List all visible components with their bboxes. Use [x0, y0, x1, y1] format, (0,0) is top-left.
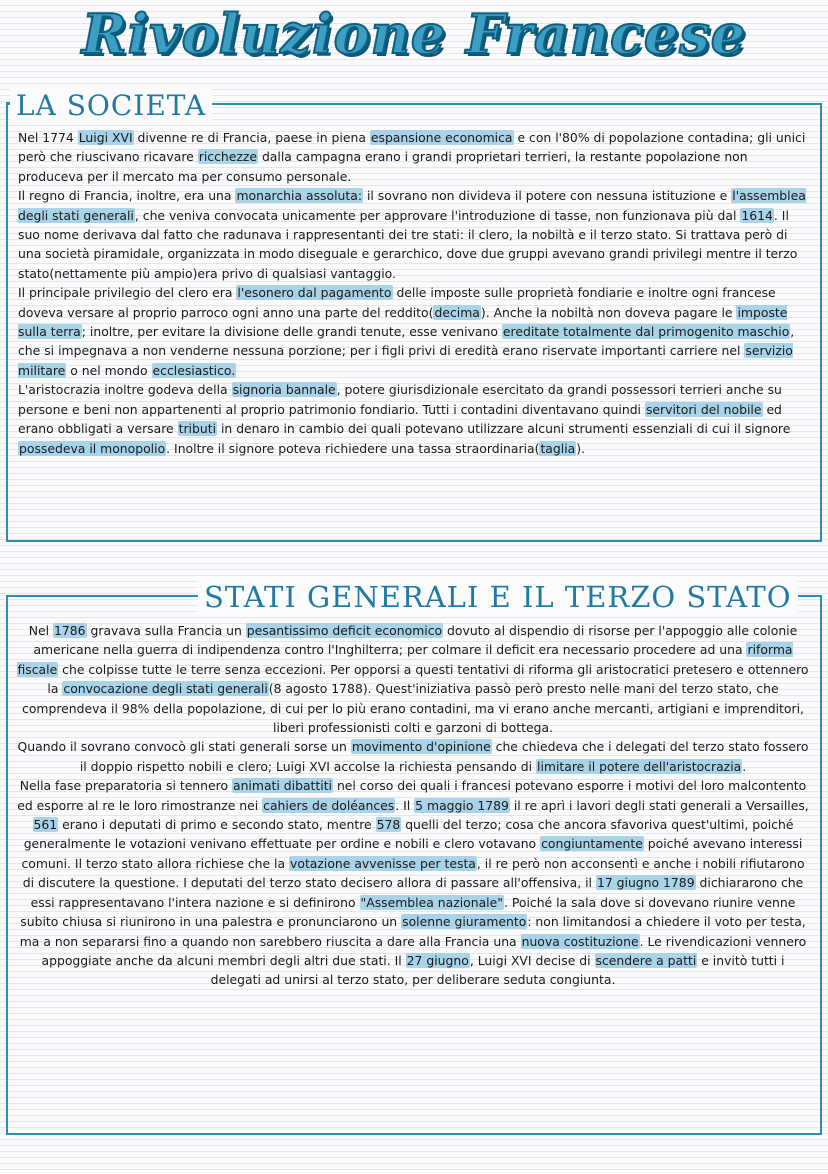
- text-run: delle imposte sulle proprietà fondiarie e inoltre ogni francese doveva versare al proprio parroco ogni anno una parte del reddito(: [18, 285, 776, 320]
- text-run: Nel 1774: [18, 130, 78, 145]
- highlighted-term: limitare il potere dell'aristocrazia: [537, 758, 742, 774]
- text-run: poiché avevano interessi comuni. Il terzo stato allora richiese che la: [21, 836, 803, 871]
- paragraph: [18, 186, 808, 283]
- text-run: L'aristocrazia inoltre godeva della: [18, 382, 232, 398]
- text-run: Nel: [28, 623, 54, 638]
- text-run: il sovrano non divideva il potere con nessuna istituzione e: [363, 188, 732, 204]
- highlighted-term: convocazione degli stati generali: [63, 681, 268, 697]
- highlighted-term: ricchezze: [198, 149, 257, 165]
- text-run: Nella fase preparatoria si tennero: [19, 778, 232, 794]
- text-run: e invitò tutti i delegati ad unirsi al terzo stato, per deliberare seduta congiunta.: [210, 952, 785, 988]
- section-society-heading: LA SOCIETA: [10, 89, 212, 122]
- highlighted-term: 1614: [741, 207, 773, 223]
- text-run: . Poiché la sala dove si dovevano riunire venne subito chiusa si riunirono in una palestra e pronunciarono un: [20, 894, 796, 930]
- text-run: che chiedeva che i delegati del terzo stato fossero il doppio rispetto nobili e clero; Luigi XVI accolse la richiesta pensando di: [79, 739, 809, 774]
- highlighted-term: riforma fiscale: [17, 642, 793, 677]
- highlighted-term: 5 maggio 1789: [415, 797, 509, 813]
- highlighted-term: ecclesiastico.: [152, 362, 236, 378]
- text-run: e con l'80% di popolazione contadina; gli unici però che riuscivano ricavare: [18, 130, 806, 165]
- highlighted-term: l'esonero dal pagamento: [237, 285, 392, 301]
- highlighted-term: 561: [33, 817, 58, 833]
- text-run: ed erano obbligati a versare: [18, 401, 782, 437]
- text-run: gravava sulla Francia un: [86, 623, 246, 638]
- text-run: Quando il sovrano convocò gli stati generali sorse un: [17, 739, 351, 755]
- text-run: . Il: [395, 797, 415, 813]
- highlighted-term: "Assemblea nazionale": [360, 894, 503, 910]
- text-run: , il re però non acconsentì e anche i nobili rifiutarono di discutere la questione. I deputati del terzo stato decisero allora di passare all'offensiva, il: [22, 855, 805, 891]
- highlighted-term: 1786: [54, 623, 86, 638]
- highlighted-term: congiuntamente: [541, 836, 643, 852]
- highlighted-term: 27 giugno: [406, 952, 469, 968]
- text-run: che colpisse tutte le terre senza eccezioni. Per opporsi a questi tentativi di riforma gli aristocratici pretesero e ottennero la: [47, 661, 809, 697]
- text-run: erano i deputati di primo e secondo stato, mentre: [58, 817, 376, 833]
- highlighted-term: nuova costituzione: [521, 933, 639, 949]
- paragraph: [18, 380, 808, 458]
- highlighted-term: taglia: [540, 440, 576, 456]
- highlighted-term: tributi: [178, 421, 217, 437]
- highlighted-term: l'assemblea degli stati generali: [18, 188, 806, 223]
- text-run: , che veniva convocata unicamente per approvare l'introduzione di tasse, non funzionava più dal: [134, 207, 741, 223]
- text-run: , potere giurisdizionale esercitato da grandi possessori terrieri anche su persone e beni non appartenenti al proprio patrimonio fondiario. Tutti i contadini diventavano quindi: [18, 382, 782, 417]
- paragraph: [16, 776, 810, 989]
- highlighted-term: servizio militare: [18, 343, 793, 378]
- highlighted-term: solenne giuramento: [402, 914, 527, 930]
- section-society-text: [18, 128, 808, 458]
- paragraph: [18, 283, 808, 380]
- paragraph: [16, 621, 810, 737]
- text-run: dalla campagna erano i grandi proprietari terrieri, la restante popolazione non produceva per il mercato ma per consumo personale.: [18, 149, 748, 184]
- highlighted-term: 17 giugno 1789: [596, 875, 695, 891]
- section-estates-heading: STATI GENERALI E IL TERZO STATO: [198, 580, 798, 614]
- text-run: ). Anche la nobiltà non doveva pagare le: [480, 304, 737, 320]
- highlighted-term: movimento d'opinione: [351, 739, 491, 755]
- text-run: Il regno di Francia, inoltre, era una: [18, 188, 236, 204]
- text-run: Il principale privilegio del clero era: [18, 285, 237, 301]
- text-run: nel corso dei quali i francesi potevano esporre i motivi del loro malcontento ed esporre al re le loro rimostranze nei: [17, 778, 807, 813]
- section-estates-text: [16, 621, 810, 990]
- highlighted-term: imposte sulla terra: [18, 304, 788, 340]
- text-run: : non limitandosi a chiedere il voto per testa, ma a non separarsi fino a quando non sarebbero riuscita a dare alla Francia una: [19, 914, 806, 949]
- highlighted-term: votazione avvenisse per testa: [290, 855, 476, 871]
- text-run: quelli del terzo; cosa che ancora sfavoriva quest'ultimi, poiché generalmente le votazioni venivano effettuate per ordine e nobili e clero votavano: [23, 817, 794, 852]
- text-run: dichiararono che essi rappresentavano l'intera nazione e si definirono: [30, 875, 804, 910]
- highlighted-term: pesantissimo deficit economico: [246, 623, 443, 638]
- page-title: Rivoluzione Francese: [81, 2, 747, 66]
- highlighted-term: scendere a patti: [595, 952, 697, 968]
- text-run: . Le rivendicazioni vennero appoggiate anche da alcuni membri degli altri due stati. Il: [41, 933, 807, 968]
- text-run: , che si impegnava a non venderne nessuna porzione; per i figli privi di eredità erano riservate importanti carriere nel: [18, 324, 795, 359]
- text-run: , Luigi XVI decise di: [469, 952, 595, 968]
- text-run: in denaro in cambio dei quali potevano utilizzare alcuni strumenti essenziali di cui il signore: [217, 421, 791, 437]
- highlighted-term: animati dibattiti: [232, 778, 333, 794]
- text-run: ; inoltre, per evitare la divisione delle grandi tenute, esse venivano: [81, 324, 502, 340]
- text-run: (8 agosto 1788). Quest'iniziativa passò però presto nelle mani del terzo stato, che comprendeva il 98% della popolazione, di cui per lo più erano contadini, ma vi erano anche mercanti, artigiani e imprenditori, liberi professionisti colti e garzoni di bottega.: [22, 681, 804, 736]
- text-run: ).: [576, 440, 586, 456]
- highlighted-term: signoria bannale: [232, 382, 336, 398]
- highlighted-term: possedeva il monopolio: [19, 440, 166, 456]
- highlighted-term: decima: [434, 304, 480, 320]
- text-run: divenne re di Francia, paese in piena: [133, 130, 370, 145]
- text-run: o nel mondo: [66, 362, 152, 378]
- highlighted-term: servitori del nobile: [645, 401, 762, 417]
- highlighted-term: Luigi XVI: [78, 130, 133, 145]
- paragraph: [16, 737, 810, 776]
- highlighted-term: monarchia assoluta:: [236, 188, 363, 204]
- text-run: il re aprì i lavori degli stati generali a Versailles,: [509, 797, 809, 813]
- paragraph: [18, 128, 808, 186]
- text-run: . Il suo nome derivava dal fatto che radunava i rappresentanti dei tre stati: il clero, la nobiltà e il terzo stato. Si trattava però di una società piramidale, organizzata in modo diseguale e gerarchico, dove due gruppi avevano grandi privilegi mentre il terzo stato(nettamente più ampio)era privo di qualsiasi vantaggio.: [18, 207, 798, 281]
- highlighted-term: cahiers de doléances: [263, 797, 395, 813]
- highlighted-term: 578: [376, 817, 401, 833]
- highlighted-term: espansione economica: [370, 130, 513, 145]
- highlighted-term: ereditate totalmente dal primogenito maschio: [502, 324, 790, 340]
- text-run: .: [742, 758, 747, 774]
- text-run: . Inoltre il signore poteva richiedere una tassa straordinaria(: [166, 440, 540, 456]
- text-run: dovuto al dispendio di risorse per l'appoggio alle colonie americane nella guerra di indipendenza contro l'Inghilterra; per colmare il deficit era necessario procedere ad una: [33, 623, 798, 658]
